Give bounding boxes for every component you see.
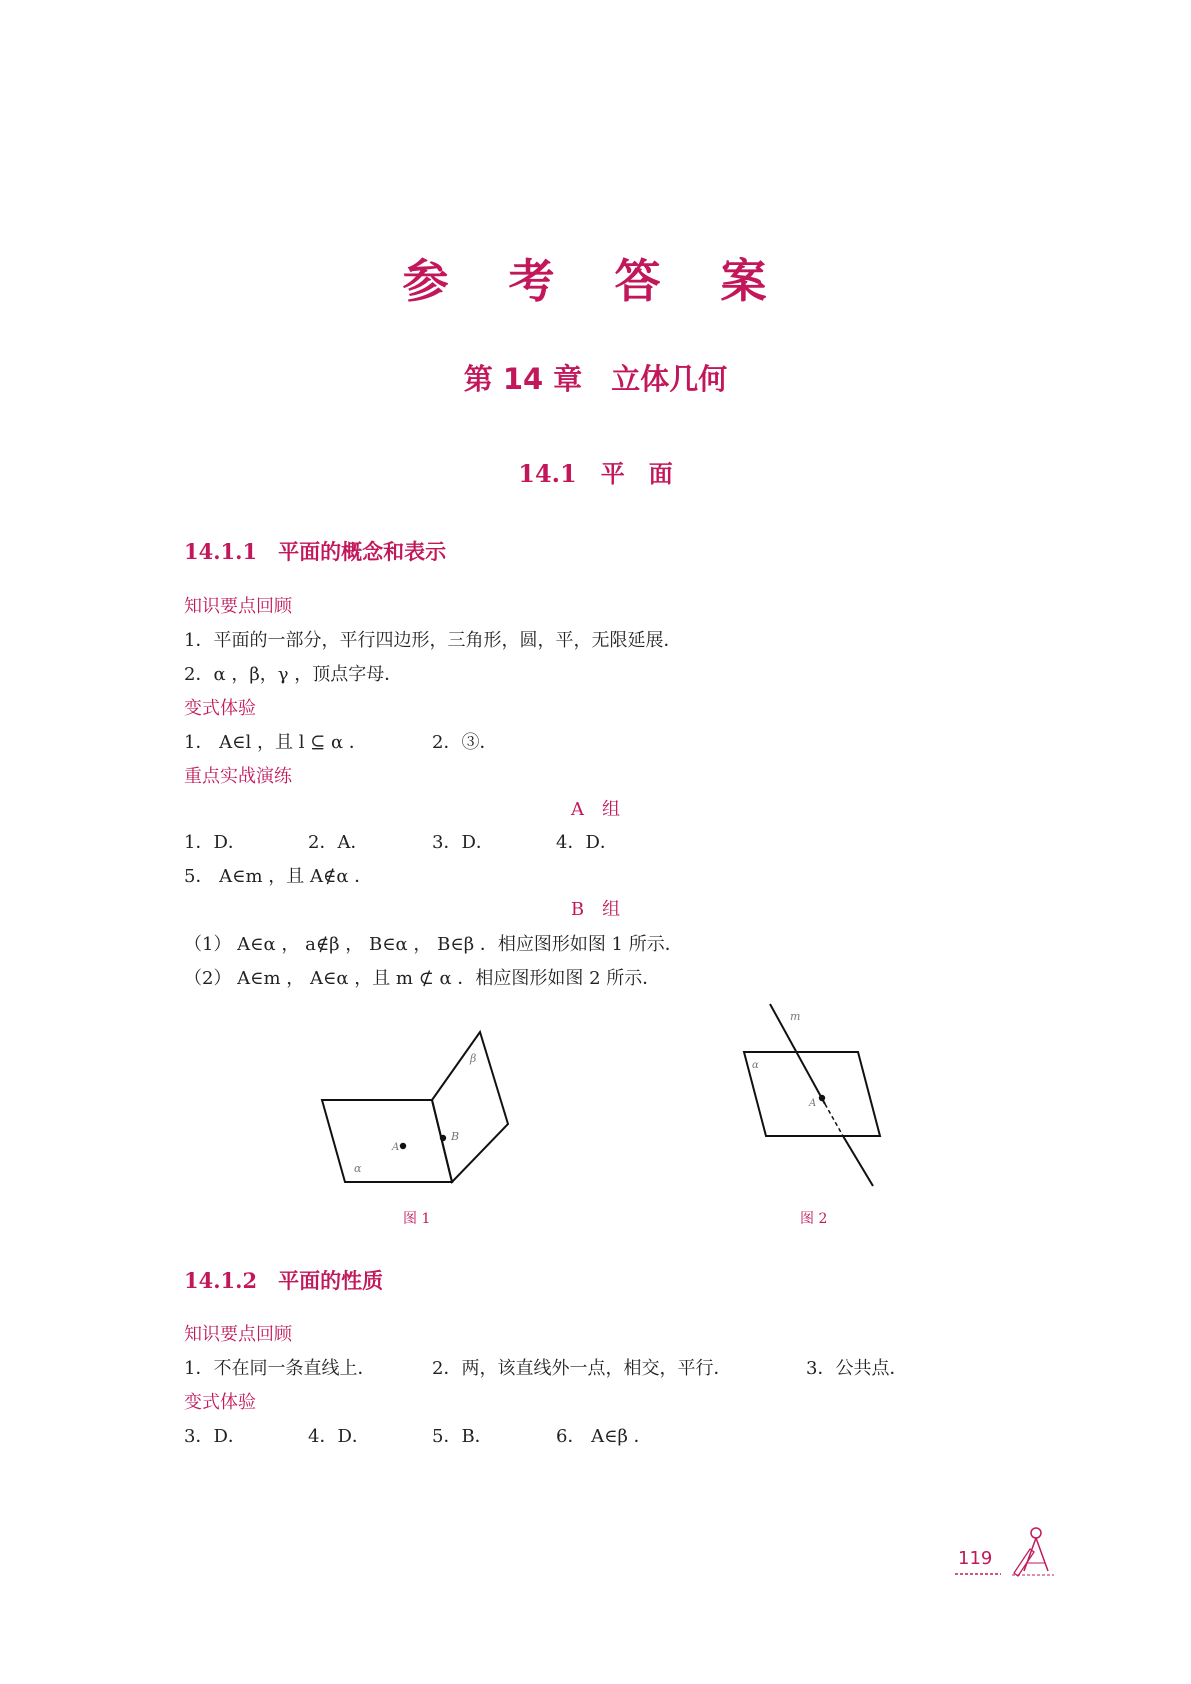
variant2-item-3: 3．D． xyxy=(184,1426,246,1447)
point-b-label: B xyxy=(451,1130,460,1143)
variant2-item-6: 6． A∈β ． xyxy=(556,1426,652,1447)
figure-2-caption: 图 2 xyxy=(800,1211,828,1227)
section-heading: 14.1 平 面 xyxy=(518,459,673,488)
point-a-label: A xyxy=(392,1142,400,1153)
subsection-heading-1: 14.1.1 平面的概念和表示 xyxy=(184,539,447,564)
alpha-label-2: α xyxy=(752,1060,759,1071)
group-a-item-1: 1．D． xyxy=(184,832,246,853)
figure-2-diagram xyxy=(740,1000,900,1190)
review2-item-2: 2．两，该直线外一点，相交，平行． xyxy=(432,1358,732,1379)
plane-alpha-shape xyxy=(322,1100,452,1182)
review2-item-3: 3．公共点． xyxy=(806,1358,908,1379)
review-line-2: 2．α ，β，γ ，顶点字母． xyxy=(184,664,403,685)
review-line-1: 1．平面的一部分，平行四边形，三角形，圆，平，无限延展． xyxy=(184,630,682,651)
point-b-dot xyxy=(440,1135,446,1141)
line-m-lower xyxy=(843,1136,873,1186)
beta-label: β xyxy=(470,1052,477,1065)
review-label-1: 知识要点回顾 xyxy=(184,596,292,617)
variant2-item-5: 5．B． xyxy=(432,1426,493,1447)
page-number: 119 xyxy=(958,1548,993,1569)
page-title: 参 考 答 案 xyxy=(402,254,789,308)
line-m-hidden xyxy=(825,1104,843,1136)
group-a-item-4: 4．D． xyxy=(556,832,618,853)
alpha-label: α xyxy=(354,1162,362,1175)
group-b-line-1: （1） A∈α ， a∉β ， B∈α ， B∈β ．相应图形如图 1 所示． xyxy=(184,934,683,955)
practice-label: 重点实战演练 xyxy=(184,766,292,787)
point-a-dot xyxy=(400,1143,406,1149)
point-a-dot-2 xyxy=(819,1095,825,1101)
variant-item-2: 2．③． xyxy=(432,732,498,753)
variant2-item-4: 4．D． xyxy=(308,1426,370,1447)
line-m-label: m xyxy=(790,1010,801,1023)
page-number-underline xyxy=(955,1572,1001,1576)
variant-item-1: 1． A∈l ，且 l ⊆ α ． xyxy=(184,732,367,753)
variant-label-2: 变式体验 xyxy=(184,1392,256,1413)
review-label-2: 知识要点回顾 xyxy=(184,1324,292,1345)
group-b-label: B 组 xyxy=(570,899,621,920)
figure-1-diagram xyxy=(310,1020,520,1190)
plane-alpha-shape-2 xyxy=(744,1052,880,1136)
group-a-item-2: 2．A． xyxy=(308,832,369,853)
variant-label-1: 变式体验 xyxy=(184,698,256,719)
group-a-label: A 组 xyxy=(571,799,620,820)
group-b-line-2: （2） A∈m ， A∈α ，且 m ⊄ α ．相应图形如图 2 所示． xyxy=(184,968,661,989)
group-a-item-3: 3．D． xyxy=(432,832,494,853)
group-a-item-5: 5． A∈m ，且 A∉α ． xyxy=(184,866,373,887)
chapter-heading: 第 14 章 立体几何 xyxy=(463,362,728,396)
compass-pencil-icon xyxy=(1010,1525,1056,1577)
figure-1-caption: 图 1 xyxy=(403,1211,431,1227)
review2-item-1: 1．不在同一条直线上． xyxy=(184,1358,376,1379)
subsection-heading-2: 14.1.2 平面的性质 xyxy=(184,1268,384,1293)
point-a-label-2: A xyxy=(809,1098,817,1109)
